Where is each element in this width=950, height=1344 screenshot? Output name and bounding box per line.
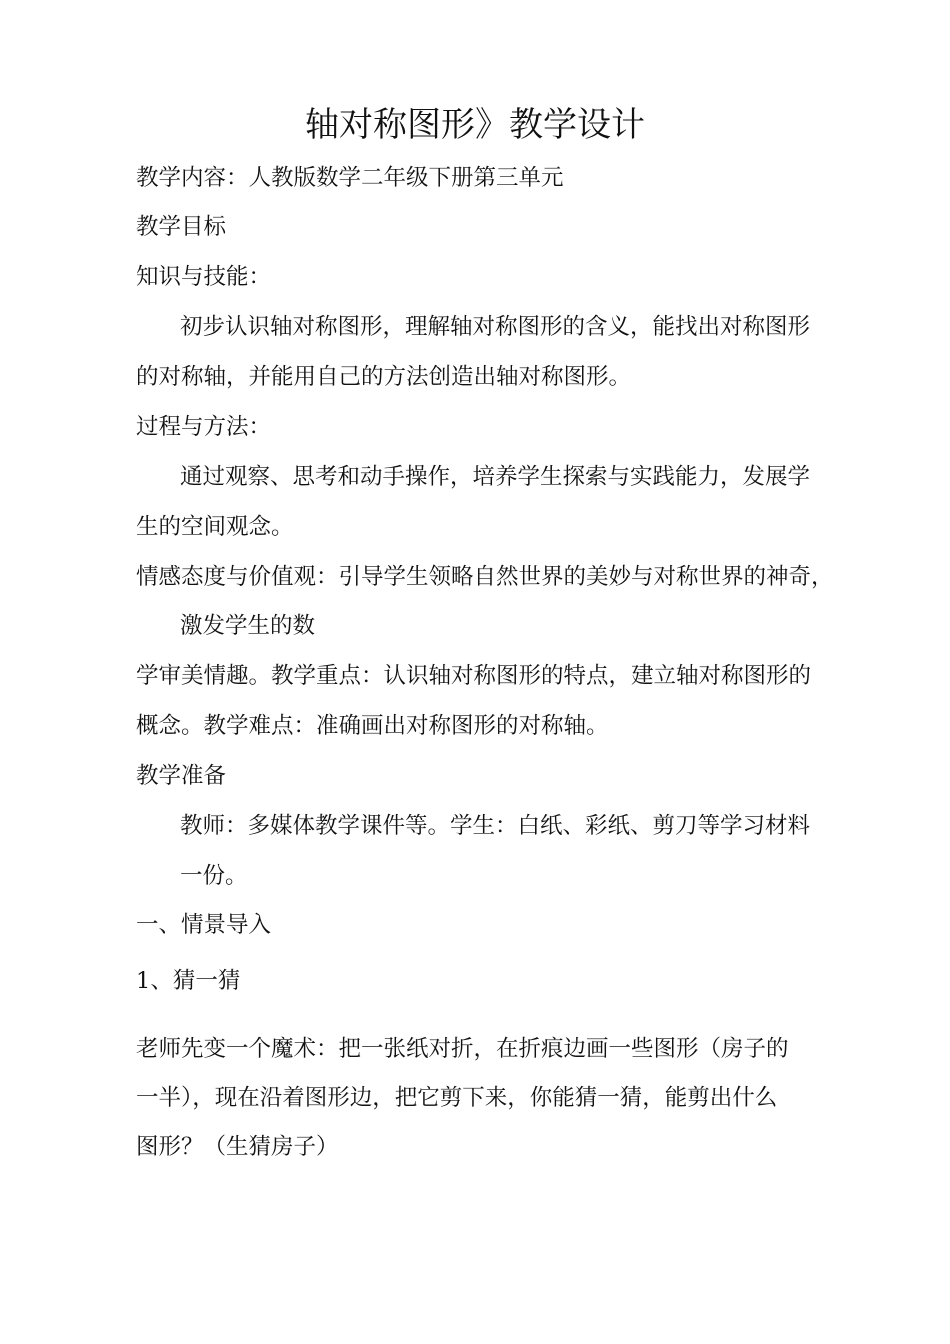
teaching-content-line: 教学内容：人教版数学二年级下册第三单元 — [136, 165, 564, 191]
magic-paragraph-line-3: 图形？（生猜房子） — [136, 1134, 339, 1160]
magic-paragraph-line-2: 一半），现在沿着图形边，把它剪下来，你能猜一猜，能剪出什么 — [136, 1085, 778, 1111]
knowledge-skills-heading: 知识与技能： — [136, 264, 272, 290]
subsection-guess-heading: 1、猜一猜 — [136, 968, 241, 994]
difficulty-line: 概念。教学难点：准确画出对称图形的对称轴。 — [136, 713, 609, 739]
preparation-line-1: 教师：多媒体教学课件等。学生：白纸、彩纸、剪刀等学习材料 — [180, 813, 811, 839]
process-paragraph-line-1: 通过观察、思考和动手操作，培养学生探索与实践能力，发展学 — [180, 464, 811, 490]
knowledge-paragraph-line-2: 的对称轴，并能用自己的方法创造出轴对称图形。 — [136, 364, 632, 390]
preparation-line-2: 一份。 — [180, 863, 248, 889]
section-intro-heading: 一、情景导入 — [136, 912, 272, 938]
preparation-heading: 教学准备 — [136, 763, 227, 789]
magic-paragraph-line-1: 老师先变一个魔术：把一张纸对折，在折痕边画一些图形（房子的 — [136, 1036, 789, 1062]
emotion-values-line-1: 情感态度与价值观：引导学生领略自然世界的美妙与对称世界的神奇， — [136, 564, 834, 590]
knowledge-paragraph-line-1: 初步认识轴对称图形，理解轴对称图形的含义，能找出对称图形 — [180, 314, 811, 340]
emotion-values-line-2: 激发学生的数 — [180, 613, 316, 639]
process-method-heading: 过程与方法： — [136, 414, 272, 440]
emotion-values-line-3: 学审美情趣。教学重点：认识轴对称图形的特点，建立轴对称图形的 — [136, 663, 812, 689]
process-paragraph-line-2: 生的空间观念。 — [136, 514, 294, 540]
teaching-goals-heading: 教学目标 — [136, 214, 227, 240]
document-title: 轴对称图形》教学设计 — [305, 105, 645, 145]
